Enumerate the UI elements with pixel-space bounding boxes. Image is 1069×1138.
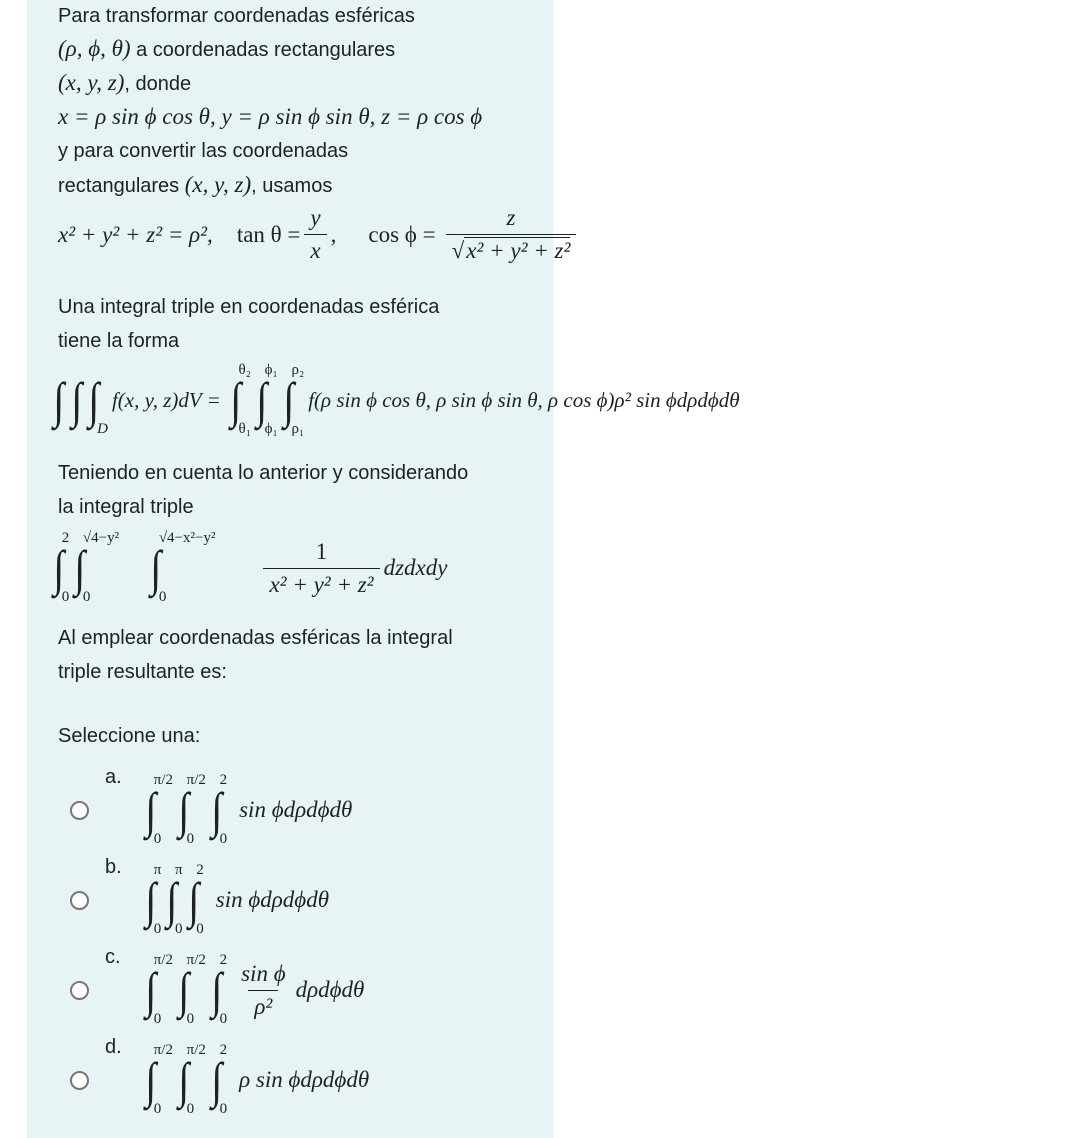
upper-limit: √4−y² [82,530,120,546]
upper-limit: 2 [219,772,228,788]
upper-limit: θ₂ [238,362,251,378]
integral-theta: ∫ θ₂ θ₁ [230,362,251,437]
given-fraction [263,539,379,598]
sphere-eq: x² + y² + z² = ρ², [58,221,213,247]
lower-limit: 0 [158,589,167,605]
lower-limit: 0 [186,1011,195,1027]
upper-limit: π/2 [153,772,173,788]
radio-c[interactable] [70,981,89,1000]
integrand: sin ϕdρdϕdθ [239,797,353,822]
relations-formula [58,205,580,264]
lower-limit: 0 [153,1011,162,1027]
upper-limit: 2 [219,1042,228,1058]
comma: , [330,221,337,247]
option-label: d. [105,1036,122,1058]
upper-limit: ρ₂ [291,362,305,378]
integral-y: ∫ 2 0 [53,530,70,605]
given-line-3: Al emplear coordenadas esféricas la integral [58,627,453,649]
cos-fraction [446,205,577,264]
math: (x, y, z) [58,70,125,95]
option-b[interactable] [70,856,330,937]
option-d[interactable] [70,1036,370,1117]
option-math: ∫ π/2 0 ∫ π/2 0 ∫ 2 0 ρ sin ϕdρdϕdθ [145,1042,370,1117]
integral-x: ∫ √4−y² 0 [74,530,120,605]
lower-limit: 0 [186,1101,195,1117]
prompt: Seleccione una: [58,725,201,747]
option-c[interactable] [70,946,365,1027]
intro-line-4: x = ρ sin ϕ cos θ, y = ρ sin ϕ sin θ, z = ρ cos ϕ [58,104,483,129]
upper-limit: π/2 [153,1042,173,1058]
integral-sign: ∫ [53,372,65,428]
lower-limit: 0 [219,831,228,847]
differentials: dzdxdy [383,555,448,580]
upper-limit: √4−x²−y² [158,530,216,546]
num: 1 [315,538,328,564]
upper-limit: π/2 [186,1042,206,1058]
sqrt-sign: √ [451,238,465,263]
math: (ρ, ϕ, θ) [58,36,131,61]
given-line-2: la integral triple [58,496,194,518]
lower-limit: ρ₁ [291,421,305,437]
general-integral [52,362,740,437]
upper-limit: 2 [219,952,228,968]
integral-rho: ∫ ρ₂ ρ₁ [283,362,305,437]
region-label: D [97,421,108,437]
given-line-1: Teniendo en cuenta lo anterior y considerando [58,462,469,484]
lower-limit: 0 [174,921,183,937]
integral-sign-region: ∫ D [88,372,108,437]
general-line-1: Una integral triple en coordenadas esférica [58,296,440,318]
option-math: ∫ π 0 ∫ π 0 ∫ 2 0 sin ϕdρdϕdθ [145,862,330,937]
lower-limit: 0 [219,1101,228,1117]
upper-limit: π/2 [186,952,206,968]
given-line-4: triple resultante es: [58,661,227,683]
tan-fraction [304,205,326,264]
integrand: dρdϕdθ [295,977,365,1002]
upper-limit: π [174,862,183,878]
lower-limit: 0 [219,1011,228,1027]
radio-b[interactable] [70,891,89,910]
integral-phi: ∫ ϕ₁ ϕ₁ [256,362,278,437]
num: y [310,205,321,230]
den [446,234,577,264]
text: , usamos [251,175,333,197]
lower-limit: 0 [153,831,162,847]
intro-line-6 [58,173,332,198]
sqrt-content: x² + y² + z² [466,238,571,263]
upper-limit: π/2 [186,772,206,788]
lower-limit: 0 [82,589,91,605]
lower-limit: θ₁ [238,421,251,437]
upper-limit: 2 [61,530,70,546]
upper-limit: π/2 [153,952,173,968]
text: a coordenadas rectangulares [130,39,396,61]
lower-limit: 0 [186,831,195,847]
den: x² + y² + z² [263,568,379,598]
lower-limit: 0 [153,1101,162,1117]
intro-line-1: Para transformar coordenadas esféricas [58,5,415,27]
fraction [235,961,292,1020]
option-label: b. [105,856,122,878]
num: sin ϕ [241,960,286,986]
lhs-integrand: f(x, y, z)dV = [111,387,221,412]
given-integral [52,530,448,605]
radio-a[interactable] [70,801,89,820]
integrand: sin ϕdρdϕdθ [215,887,330,912]
lower-limit: 0 [153,921,162,937]
lower-limit: 0 [61,589,70,605]
text: , donde [124,73,192,95]
general-integrand: f(ρ sin ϕ cos θ, ρ sin ϕ sin θ, ρ cos ϕ)ρ² sin ϕdρdϕdθ [308,387,740,412]
option-label: c. [105,946,121,968]
option-math: ∫ π/2 0 ∫ π/2 0 ∫ 2 0 sin ϕdρdϕdθ [145,772,353,847]
text: rectangulares [58,175,185,197]
upper-limit: ϕ₁ [264,362,278,378]
radio-d[interactable] [70,1071,89,1090]
cos-lhs: cos ϕ = [368,221,436,247]
general-line-2: tiene la forma [58,330,180,352]
intro-line-3 [58,71,191,96]
lower-limit: 0 [196,921,204,937]
option-label: a. [105,766,122,788]
den: x [304,234,326,264]
upper-limit: 2 [196,862,204,878]
option-a[interactable] [70,766,353,847]
intro-line-5: y para convertir las coordenadas [58,140,349,162]
integrand: ρ sin ϕdρdϕdθ [239,1067,370,1092]
num: z [506,205,516,230]
option-math: ∫ π/2 0 ∫ π/2 0 ∫ 2 0 $\frac{\text{sin ϕ}}{\text{ρ²}}$ dρdϕdθ [145,952,365,1027]
den: ρ² [248,990,278,1020]
tan-lhs: tan θ = [236,221,301,247]
lower-limit: ϕ₁ [264,421,278,437]
integral-sign: ∫ [71,372,83,428]
integral-z: ∫ √4−x²−y² 0 [150,530,216,605]
math: (x, y, z) [184,172,252,197]
upper-limit: π [153,862,162,878]
intro-line-2 [58,37,395,62]
